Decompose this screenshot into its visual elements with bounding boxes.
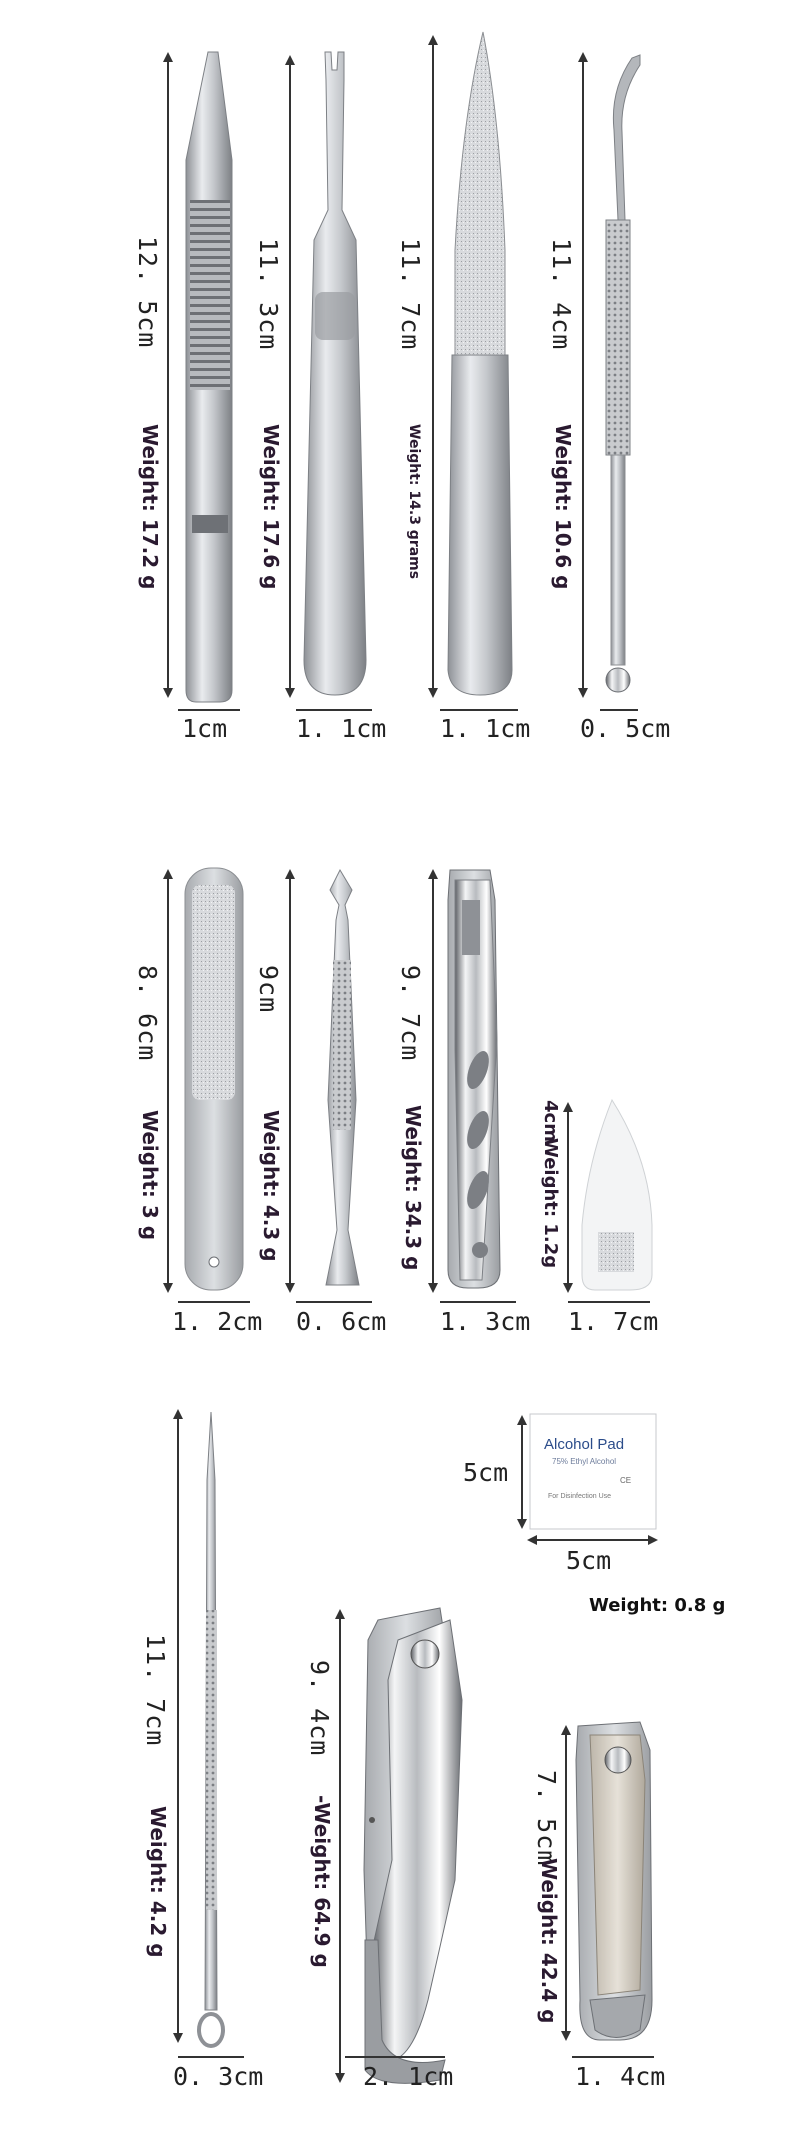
alcohol-pad-ce-mark: CE bbox=[620, 1476, 632, 1485]
big-clipper-weight: -Weight: 64.9 g bbox=[310, 1795, 334, 1968]
glass-file-weight: Weight: 3 g bbox=[138, 1110, 162, 1241]
cuticle-pusher-length: 9cm bbox=[254, 965, 283, 1014]
needle-length: 11. 7cm bbox=[141, 1634, 170, 1747]
big-clipper-length: 9. 4cm bbox=[305, 1660, 334, 1757]
big-clipper-width: 2. 1cm bbox=[363, 2062, 454, 2091]
alcohol-pad-label bbox=[534, 1418, 652, 1525]
clipper-length: 9. 7cm bbox=[396, 965, 425, 1062]
cuticle-trimmer-illustration bbox=[285, 52, 366, 698]
tweezers-length: 12. 5cm bbox=[133, 236, 162, 349]
tweezers-weight: Weight: 17.2 g bbox=[138, 424, 162, 590]
small-clipper-length: 7. 5cm bbox=[532, 1770, 561, 1867]
finger-cot-length: 4cm bbox=[540, 1100, 561, 1142]
double-ended-pusher-illustration bbox=[285, 869, 359, 1293]
glass-file-width: 1. 2cm bbox=[172, 1307, 263, 1336]
cuticle-pusher-illustration bbox=[578, 52, 640, 698]
cuticle-trimmer-length: 11. 3cm bbox=[254, 238, 283, 351]
tweezers-width: 1cm bbox=[182, 714, 228, 743]
pusher-length: 11. 4cm bbox=[547, 238, 576, 351]
tweezers-illustration bbox=[163, 52, 232, 702]
alcohol-pad-subtitle: 75% Ethyl Alcohol bbox=[552, 1457, 617, 1466]
finger-cot-weight: Weight: 1.2g bbox=[540, 1138, 561, 1269]
nail-file-length: 11. 7cm bbox=[396, 238, 425, 351]
alcohol-pad-weight: Weight: 0.8 g bbox=[589, 1595, 726, 1616]
needle-weight: Weight: 4.2 g bbox=[146, 1806, 170, 1958]
nail-file-illustration bbox=[428, 32, 512, 698]
alcohol-pad-width: 5cm bbox=[566, 1546, 612, 1575]
extractor-needle-illustration bbox=[173, 1409, 223, 2046]
large-nail-clipper-illustration bbox=[335, 1608, 462, 2083]
cuticle-trimmer-weight: Weight: 17.6 g bbox=[259, 424, 283, 590]
glass-file-illustration bbox=[163, 868, 243, 1293]
cuticle-trimmer-width: 1. 1cm bbox=[296, 714, 387, 743]
pusher-weight: Weight: 10.6 g bbox=[551, 424, 575, 590]
nail-file-width: 1. 1cm bbox=[440, 714, 531, 743]
alcohol-pad-title: Alcohol Pad bbox=[544, 1436, 625, 1453]
glass-file-length: 8. 6cm bbox=[133, 965, 162, 1062]
finger-cot-width: 1. 7cm bbox=[568, 1307, 659, 1336]
small-nail-clipper-illustration bbox=[561, 1722, 652, 2041]
alcohol-pad-height: 5cm bbox=[463, 1458, 509, 1487]
pusher-width: 0. 5cm bbox=[580, 714, 671, 743]
cuticle-pusher-width: 0. 6cm bbox=[296, 1307, 387, 1336]
small-clipper-width: 1. 4cm bbox=[575, 2062, 666, 2091]
finger-cot-illustration bbox=[563, 1100, 652, 1293]
clipper-width: 1. 3cm bbox=[440, 1307, 531, 1336]
nail-file-weight: Weight: 14.3 grams bbox=[406, 424, 422, 580]
clipper-weight: Weight: 34.3 g bbox=[401, 1105, 425, 1271]
small-clipper-weight: Weight: 42.4 g bbox=[537, 1858, 561, 2024]
cuticle-pusher-weight: Weight: 4.3 g bbox=[259, 1110, 283, 1262]
nail-clipper-illustration bbox=[428, 869, 500, 1293]
alcohol-pad-note: For Disinfection Use bbox=[548, 1493, 612, 1500]
needle-width: 0. 3cm bbox=[173, 2062, 264, 2091]
